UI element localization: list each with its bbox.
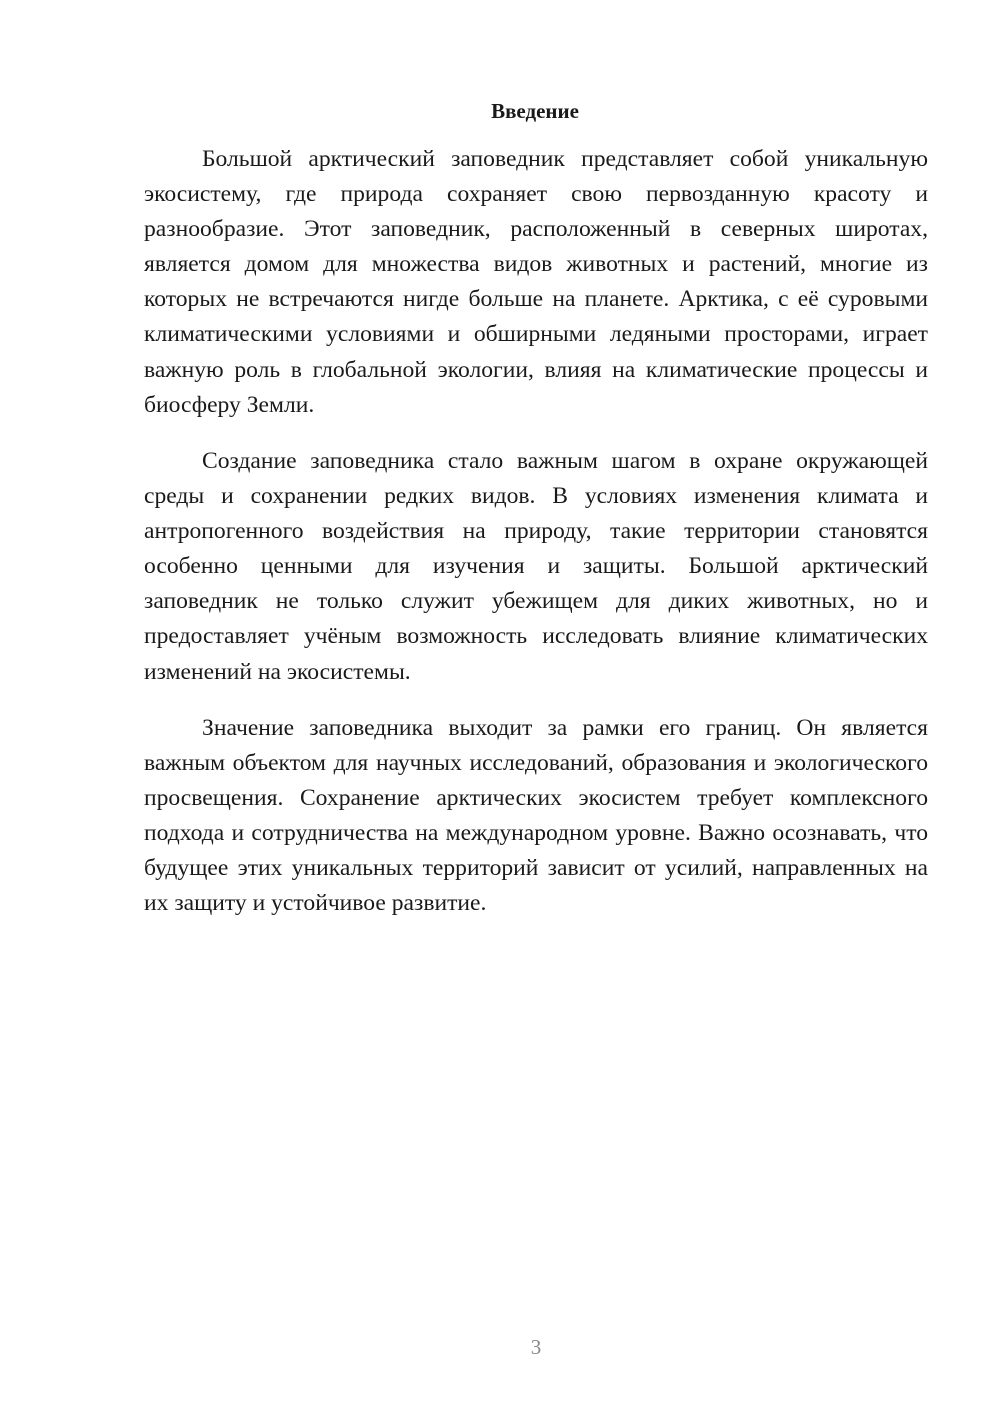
page-number: 3 bbox=[530, 1335, 542, 1359]
paragraph-2: Создание заповедника стало важным шагом в охране окружающей среды и сохранении редких видов. В условиях изменения климата и антропогенного воздействия на природу, такие территории становятся особенно ценными для изучения и защиты. Большой арктический заповедник не только служит убежищем для диких животных, но и предоставляет учёным возможность исследовать влияние климатических изменений на экосистемы. bbox=[144, 448, 928, 685]
paragraph-1: Большой арктический заповедник представляет собой уникальную экосистему, где природа сохраняет свою первозданную красоту и разнообразие. Этот заповедник, расположенный в северных широтах, является домом для множества видов животных и растений, многие из которых не встречаются нигде больше на планете. Арктика, с её суровыми климатическими условиями и обширными ледяными просторами, играет важную роль в глобальной экологии, влияя на климатические процессы и биосферу Земли. bbox=[144, 146, 928, 418]
paragraph-3-block bbox=[144, 711, 928, 922]
section-heading: Введение bbox=[491, 99, 579, 123]
paragraph-3: Значение заповедника выходит за рамки его границ. Он является важным объектом для научных исследований, образования и экологического просвещения. Сохранение арктических экосистем требует комплексного подхода и сотрудничества на международном уровне. Важно осознавать, что будущее этих уникальных территорий зависит от усилий, направленных на их защиту и устойчивое развитие. bbox=[144, 715, 928, 917]
paragraph-2-block bbox=[144, 444, 928, 690]
paragraph-1-block bbox=[144, 142, 928, 423]
